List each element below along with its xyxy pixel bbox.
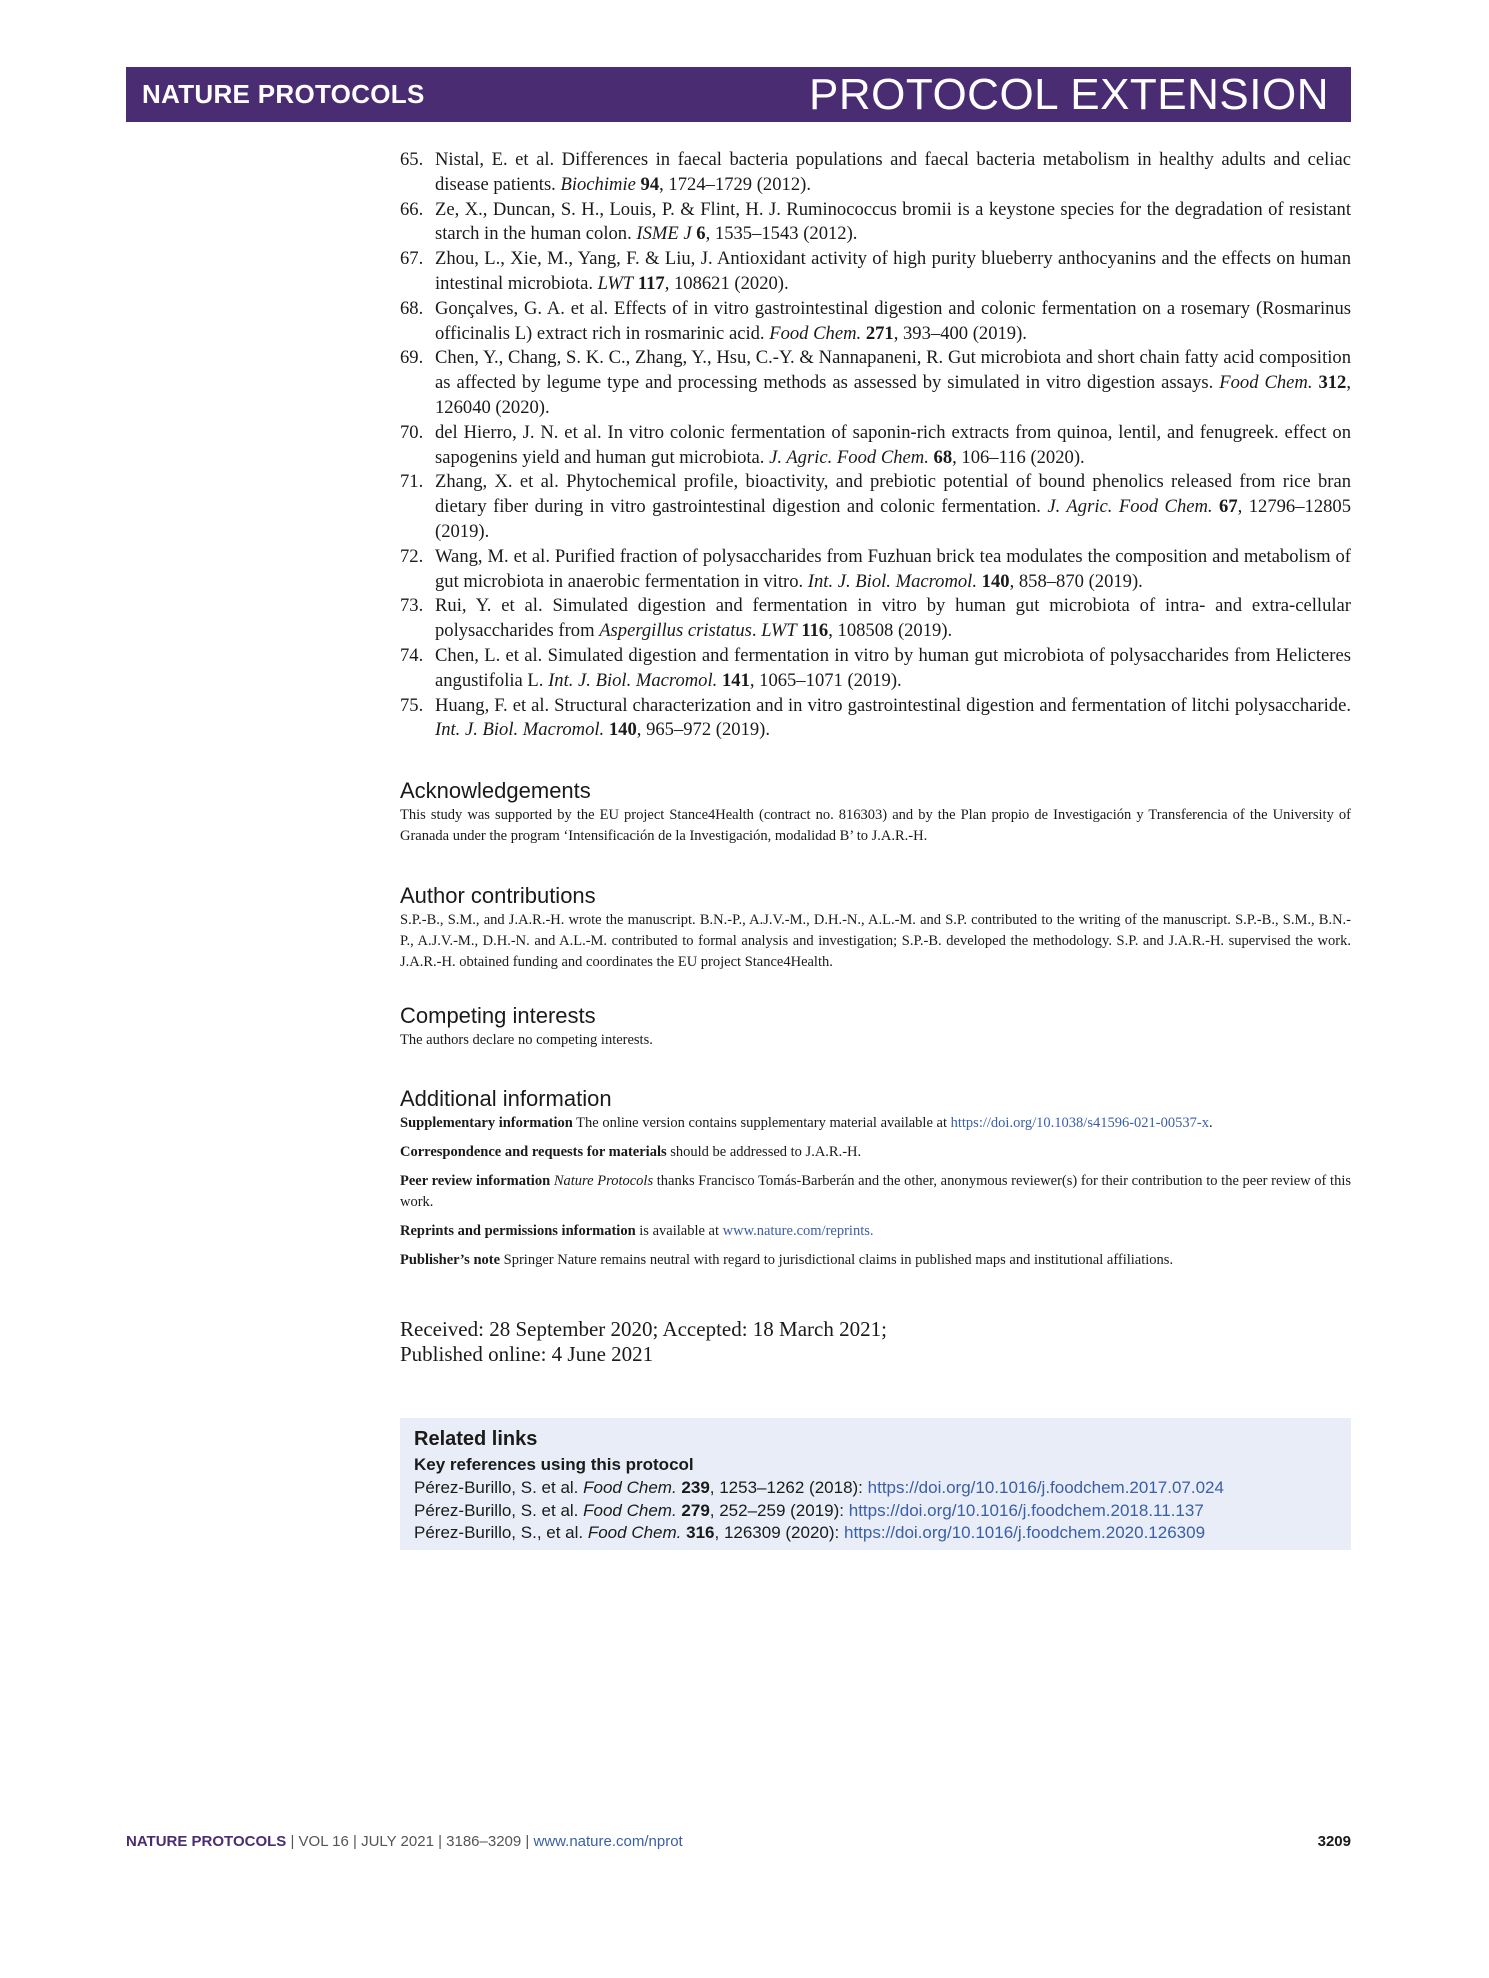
article-type: PROTOCOL EXTENSION [809, 70, 1329, 119]
received-accepted-dates: Received: 28 September 2020; Accepted: 18 March 2021; [400, 1317, 887, 1341]
publisher-note-text: Springer Nature remains neutral with regard to jurisdictional claims in published maps and institutional affiliations. [500, 1252, 1174, 1268]
footer-separator: | [286, 1833, 299, 1850]
competing-interests-heading: Competing interests [400, 1003, 596, 1028]
supplementary-link[interactable]: https://doi.org/10.1038/s41596-021-00537-x [950, 1115, 1209, 1131]
reference-text: Gonçalves, G. A. et al. Effects of in vitro gastrointestinal digestion and colonic fermentation on a rosemary (Rosmarinus officinalis L) extract rich in rosmarinic acid. [435, 297, 1351, 344]
reprints-label: Reprints and permissions information [400, 1223, 636, 1239]
reference-journal: LWT [761, 620, 797, 642]
reference-number: 68. [400, 297, 424, 319]
footer-separator: | [521, 1833, 534, 1850]
reference-journal: Biochimie [560, 173, 636, 195]
supplementary-text: The online version contains supplementary material available at [572, 1115, 951, 1131]
reference-volume: 116 [801, 620, 829, 642]
reference-volume: 140 [981, 570, 1010, 592]
reference-text: Wang, M. et al. Purified fraction of polysaccharides from Fuzhuan brick tea modulates the composition and metabolism of gut microbiota in anaerobic fermentation in vitro. [435, 545, 1351, 592]
reference-journal: J. Agric. Food Chem. [1047, 496, 1213, 518]
footer-url[interactable]: www.nature.com/nprot [533, 1833, 683, 1850]
reference-volume: 117 [637, 272, 665, 294]
related-link-journal: Food Chem. [583, 1500, 677, 1520]
reference-journal: LWT [597, 272, 634, 294]
reference-pages: , 858–870 (2019). [1009, 570, 1143, 592]
reference-pages: , 393–400 (2019). [893, 322, 1027, 344]
footer-volume: VOL 16 [298, 1833, 349, 1850]
competing-interests-text: The authors declare no competing interests. [400, 1032, 653, 1048]
page-number: 3209 [1317, 1833, 1351, 1850]
reference-number: 69. [400, 347, 424, 369]
reference-pages: , 1724–1729 (2012). [659, 173, 811, 195]
reference-item [400, 346, 1351, 420]
reference-list [400, 148, 1351, 743]
reference-item [400, 545, 1351, 595]
author-contributions-text: S.P.-B., S.M., and J.A.R.-H. wrote the manuscript. B.N.-P., A.J.V.-M., D.H.-N., A.L.-M. and S.P. contributed to the writing of the manuscript. S.P.-B., S.M., B.N.-P., A.J.V.-M., D.H.-N. and A.L.-M. contributed to formal analysis and investigation; S.P.-B. developed the methodology. S.P. and J.A.R.-H. supervised the work. J.A.R.-H. obtained funding and coordinates the EU project Stance4Health. [400, 912, 1351, 970]
related-link-url[interactable]: https://doi.org/10.1016/j.foodchem.2020.126309 [843, 1523, 1206, 1542]
reference-volume: 68 [933, 446, 953, 468]
reference-species: Aspergillus cristatus [599, 620, 752, 642]
page-footer [126, 1833, 1351, 1850]
published-date: Published online: 4 June 2021 [400, 1342, 654, 1366]
reference-text: Chen, Y., Chang, S. K. C., Zhang, Y., Hsu, C.-Y. & Nannapaneni, R. Gut microbiota and short chain fatty acid composition as affected by legume type and processing methods as assessed by simulated in vitro digestion assays. [435, 347, 1351, 394]
related-links-title: Related links [414, 1428, 538, 1450]
reference-journal: Food Chem. [1219, 372, 1313, 394]
acknowledgements-section [400, 777, 1351, 847]
related-link-url[interactable]: https://doi.org/10.1016/j.foodchem.2018.11.137 [848, 1500, 1204, 1520]
reference-journal: Int. J. Biol. Macromol. [435, 719, 605, 741]
reference-volume: 312 [1318, 372, 1347, 394]
acknowledgements-text: This study was supported by the EU project Stance4Health (contract no. 816303) and by the Plan propio de Investigación y Transferencia of the University of Granada under the program ‘Intensificación de la Investigación, modalidad B’ to J.A.R.-H. [400, 807, 1351, 844]
reference-journal: Int. J. Biol. Macromol. [548, 669, 718, 691]
reference-pages: , 965–972 (2019). [636, 719, 771, 741]
author-contributions-section [400, 882, 1351, 973]
related-link-item [414, 1522, 1224, 1545]
supplementary-information [400, 1113, 1351, 1134]
publisher-note-label: Publisher’s note [400, 1252, 501, 1268]
reference-item [400, 247, 1351, 297]
correspondence-info [400, 1142, 1351, 1163]
reference-text: Nistal, E. et al. Differences in faecal bacteria populations and faecal bacteria metabolism in healthy adults and celiac disease patients. [435, 149, 1351, 195]
reference-pages: , 1535–1543 (2012). [705, 223, 858, 245]
reference-journal: Food Chem. [769, 322, 862, 344]
reference-item [400, 198, 1351, 248]
reference-journal: J. Agric. Food Chem. [769, 446, 929, 468]
reference-number: 65. [400, 149, 424, 170]
footer-pages: 3186–3209 [446, 1833, 522, 1850]
peer-review-text: thanks Francisco Tomás-Barberán and the other, anonymous reviewer(s) for their contribution to the peer review of this work. [400, 1173, 1351, 1210]
peer-review-label: Peer review information [400, 1173, 551, 1189]
related-link-authors: Pérez-Burillo, S. et al. [414, 1500, 584, 1520]
reprints-link[interactable]: www.nature.com/reprints. [722, 1223, 874, 1239]
reference-volume: 6 [696, 223, 706, 245]
reference-number: 72. [400, 545, 424, 567]
reference-pages: , 1065–1071 (2019). [749, 669, 902, 691]
related-links-list [414, 1477, 1224, 1545]
peer-review-journal: Nature Protocols [553, 1173, 654, 1189]
reference-text: Zhou, L., Xie, M., Yang, F. & Liu, J. Antioxidant activity of high purity blueberry anthocyanins and the effects on human intestinal microbiota. [435, 248, 1351, 294]
reference-item [400, 421, 1351, 471]
additional-information-section [400, 1085, 1351, 1279]
related-links-box [400, 1418, 1351, 1550]
related-link-pages: , 252–259 (2019): [709, 1500, 849, 1520]
reference-volume: 94 [640, 173, 660, 195]
reference-item [400, 694, 1351, 744]
reference-text: Huang, F. et al. Structural characterization and in vitro gastrointestinal digestion and fermentation of litchi polysaccharide. [435, 694, 1351, 716]
reference-volume: 141 [721, 669, 750, 691]
reference-number: 66. [400, 198, 424, 220]
author-contributions-heading: Author contributions [400, 883, 596, 908]
reference-journal: ISME J [636, 223, 692, 245]
related-link-authors: Pérez-Burillo, S. et al. [414, 1478, 584, 1497]
related-link-authors: Pérez-Burillo, S., et al. [414, 1523, 588, 1542]
correspondence-label: Correspondence and requests for materials [400, 1144, 667, 1160]
reference-text: . [751, 620, 762, 642]
reference-number: 67. [400, 248, 424, 270]
journal-header-banner [126, 67, 1351, 122]
reference-number: 71. [400, 471, 424, 493]
reference-pages: , 108621 (2020). [664, 272, 789, 294]
footer-separator: | [348, 1833, 362, 1850]
reference-volume: 271 [865, 322, 894, 344]
related-link-pages: , 126309 (2020): [714, 1523, 844, 1542]
reference-item [400, 297, 1351, 347]
related-link-volume: 279 [681, 1500, 710, 1520]
reference-pages: , 126040 (2020). [435, 372, 1351, 418]
related-link-volume: 316 [686, 1523, 715, 1542]
reference-number: 73. [400, 595, 424, 617]
acknowledgements-heading: Acknowledgements [400, 778, 591, 803]
related-link-journal: Food Chem. [587, 1523, 682, 1542]
footer-journal: NATURE PROTOCOLS [126, 1833, 287, 1850]
supplementary-end: . [1208, 1115, 1213, 1131]
competing-interests-section [400, 1002, 1351, 1051]
related-link-pages: , 1253–1262 (2018): [709, 1478, 868, 1497]
reference-text: Ze, X., Duncan, S. H., Louis, P. & Flint, H. J. Ruminococcus bromii is a keystone species for the degradation of resistant starch in the human colon. [435, 198, 1351, 245]
reference-item [400, 470, 1351, 544]
reference-item [400, 148, 1351, 198]
reference-text: Chen, L. et al. Simulated digestion and fermentation in vitro by human gut microbiota of polysaccharides from Helicteres angustifolia L. [435, 644, 1351, 691]
supplementary-label: Supplementary information [400, 1115, 573, 1131]
reference-pages: , 12796–12805 (2019). [435, 496, 1352, 542]
related-link-url[interactable]: https://doi.org/10.1016/j.foodchem.2017.07.024 [867, 1478, 1224, 1497]
reference-number: 75. [400, 694, 424, 716]
reference-text: Rui, Y. et al. Simulated digestion and fermentation in vitro by human gut microbiota of intra- and extra-cellular polysaccharides from [435, 595, 1351, 642]
journal-name: NATURE PROTOCOLS [142, 79, 425, 109]
related-link-volume: 239 [681, 1478, 710, 1497]
publisher-note [400, 1250, 1351, 1271]
additional-information-heading: Additional information [400, 1086, 612, 1111]
related-link-item [414, 1477, 1224, 1500]
footer-separator: | [433, 1833, 447, 1850]
article-dates [400, 1317, 887, 1367]
reference-volume: 67 [1219, 496, 1238, 518]
reference-number: 70. [400, 421, 424, 443]
reference-volume: 140 [608, 719, 637, 741]
reference-number: 74. [400, 644, 424, 666]
reprints-info [400, 1221, 1351, 1242]
related-links-subtitle: Key references using this protocol [414, 1455, 694, 1474]
footer-date: JULY 2021 [361, 1833, 434, 1850]
reference-text: del Hierro, J. N. et al. In vitro colonic fermentation of saponin-rich extracts from quinoa, lentil, and fenugreek. effect on sapogenins yield and human gut microbiota. [435, 421, 1351, 468]
reference-text: Zhang, X. et al. Phytochemical profile, bioactivity, and prebiotic potential of bound phenolics released from rice bran dietary fiber during in vitro gastrointestinal digestion and colonic fermentation. [435, 471, 1351, 518]
reference-item [400, 644, 1351, 694]
reference-pages: , 108508 (2019). [828, 620, 953, 642]
reference-item [400, 594, 1351, 644]
reference-journal: Int. J. Biol. Macromol. [807, 570, 978, 592]
related-link-item [414, 1500, 1224, 1523]
peer-review-info [400, 1171, 1351, 1213]
correspondence-text: should be addressed to J.A.R.-H. [666, 1144, 862, 1160]
reference-pages: , 106–116 (2020). [952, 446, 1085, 468]
related-link-journal: Food Chem. [583, 1478, 677, 1497]
reprints-text: is available at [635, 1223, 723, 1239]
